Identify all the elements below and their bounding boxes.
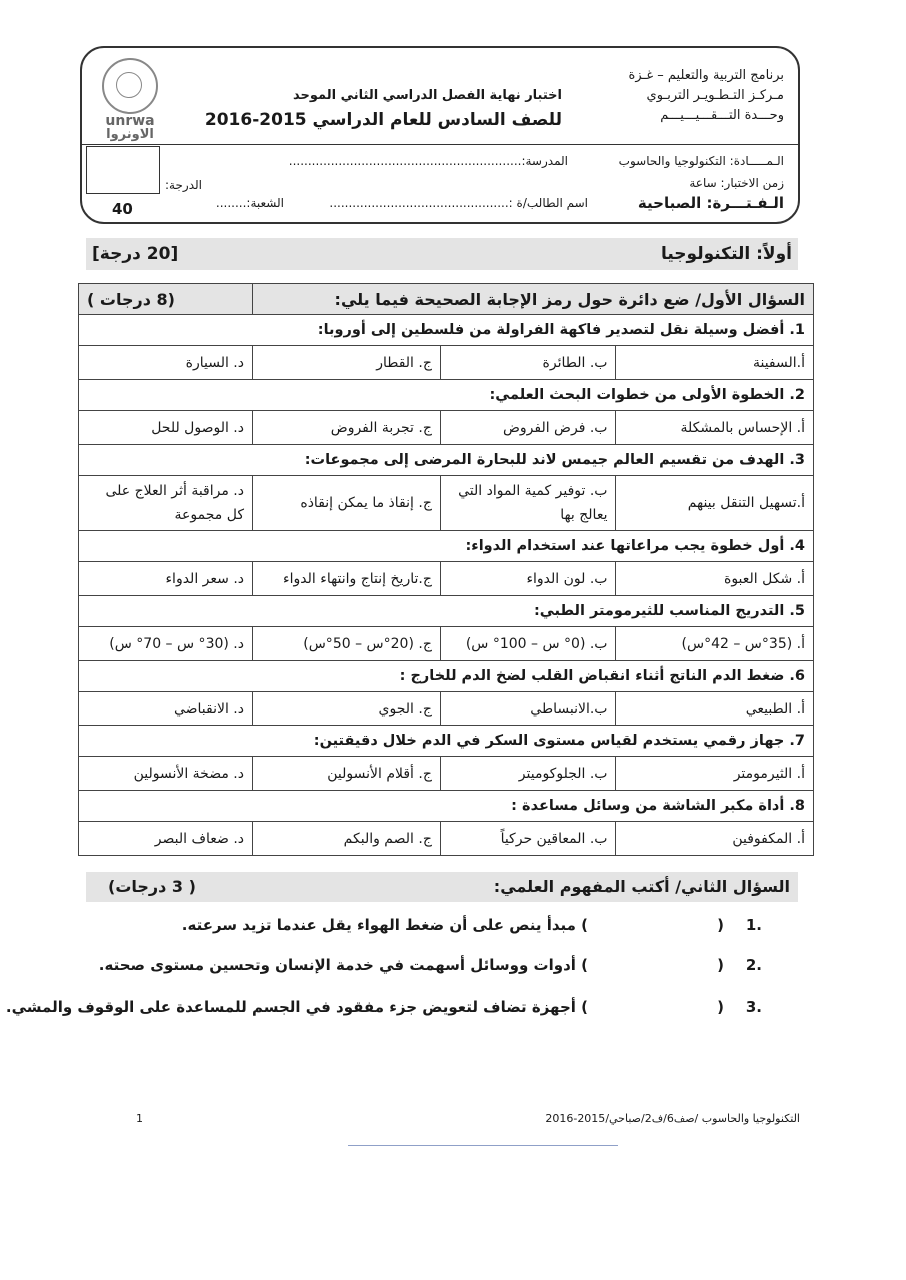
question-stem: 5. التدريج المناسب للثيرمومتر الطبي: bbox=[79, 596, 814, 627]
q2-title: السؤال الثاني/ أكتب المفهوم العلمي: bbox=[493, 877, 790, 896]
option-a[interactable]: أ. الإحساس بالمشكلة bbox=[616, 411, 814, 445]
q2-item-2-number: .2 bbox=[745, 956, 762, 974]
ink-line bbox=[348, 1145, 618, 1146]
option-a[interactable]: أ. الطبيعي bbox=[616, 692, 814, 726]
option-d[interactable]: د. الوصول للحل bbox=[79, 411, 253, 445]
option-b[interactable]: ب. المعاقين حركياً bbox=[440, 822, 616, 856]
option-b[interactable]: ب. لون الدواء bbox=[440, 562, 616, 596]
option-c[interactable]: ج. (20°س – 50°س) bbox=[253, 627, 441, 661]
question-stem: 3. الهدف من تقسيم العالم جيمس لاند للبحارة المرضى إلى مجموعات: bbox=[79, 445, 814, 476]
student-name-field[interactable]: اسم الطالب/ة :............................................... bbox=[329, 196, 588, 210]
exam-title: اختبار نهاية الفصل الدراسي الثاني الموحد bbox=[292, 88, 562, 103]
q1-marks: (8 درجات ) bbox=[79, 284, 253, 315]
q2-marks: ( 3 درجات) bbox=[108, 877, 196, 896]
grade-label: الدرجة: bbox=[165, 178, 202, 192]
option-d[interactable]: د. سعر الدواء bbox=[79, 562, 253, 596]
school-field[interactable]: المدرسة:............................................................. bbox=[288, 154, 568, 168]
option-a[interactable]: أ.تسهيل التنقل بينهم bbox=[616, 476, 814, 531]
exam-header bbox=[80, 46, 800, 224]
section-field[interactable]: الشعبة:........ bbox=[215, 196, 284, 210]
option-b[interactable]: ب. الطائرة bbox=[440, 346, 616, 380]
org-line-3: وحـــدة التـــقـــيـــيـــم bbox=[660, 108, 784, 123]
option-c[interactable]: ج.تاريخ إنتاج وانتهاء الدواء bbox=[253, 562, 441, 596]
option-a[interactable]: أ. (35°س – 42°س) bbox=[616, 627, 814, 661]
q1-title: السؤال الأول/ ضع دائرة حول رمز الإجابة الصحيحة فيما يلي: bbox=[253, 284, 814, 315]
question-stem: 2. الخطوة الأولى من خطوات البحث العلمي: bbox=[79, 380, 814, 411]
option-c[interactable]: ج. الجوي bbox=[253, 692, 441, 726]
option-b[interactable]: ب. توفير كمية المواد التي يعالج بها bbox=[440, 476, 616, 531]
option-d[interactable]: د. مراقبة أثر العلاج على كل مجموعة bbox=[79, 476, 253, 531]
option-b[interactable]: ب. فرض الفروض bbox=[440, 411, 616, 445]
org-line-2: مـركـز التـطـويـر التربـوي bbox=[646, 88, 784, 103]
question-stem: 1. أفضل وسيلة نقل لتصدير فاكهة الفراولة من فلسطين إلى أوروبا: bbox=[79, 315, 814, 346]
option-c[interactable]: ج. القطار bbox=[253, 346, 441, 380]
exam-subtitle: للصف السادس للعام الدراسي 2015-2016 bbox=[204, 110, 562, 130]
option-d[interactable]: د. (30° س – 70° س) bbox=[79, 627, 253, 661]
subject-field: الـمـــــادة: التكنولوجيا والحاسوب bbox=[618, 154, 784, 168]
option-c[interactable]: ج. أقلام الأنسولين bbox=[253, 757, 441, 791]
q2-item-2-blank[interactable]: ( bbox=[717, 956, 724, 974]
option-a[interactable]: أ. شكل العبوة bbox=[616, 562, 814, 596]
footer-code: التكنولوجيا والحاسوب /صف6/ف2/صباحي/2015-2016 bbox=[545, 1112, 800, 1125]
period-field: الـفـتـــرة: الصباحية bbox=[637, 194, 784, 212]
org-line-1: برنامج التربية والتعليم – غـزة bbox=[628, 68, 784, 83]
option-c[interactable]: ج. إنقاذ ما يمكن إنقاذه bbox=[253, 476, 441, 531]
q2-item-3-number: .3 bbox=[745, 998, 762, 1016]
option-b[interactable]: ب.الانبساطي bbox=[440, 692, 616, 726]
question-stem: 7. جهاز رقمي يستخدم لقياس مستوى السكر في الدم خلال دقيقتين: bbox=[79, 726, 814, 757]
option-b[interactable]: ب. (0° س – 100° س) bbox=[440, 627, 616, 661]
q2-item-1-text: ) مبدأ ينص على أن ضغط الهواء يقل عندما تزيد سرعته. bbox=[181, 916, 588, 934]
part1-marks: [20 درجة] bbox=[92, 244, 179, 264]
logo-text-latin: unrwa bbox=[105, 113, 155, 129]
option-c[interactable]: ج. تجربة الفروض bbox=[253, 411, 441, 445]
option-c[interactable]: ج. الصم والبكم bbox=[253, 822, 441, 856]
option-d[interactable]: د. ضعاف البصر bbox=[79, 822, 253, 856]
q2-item-1-blank[interactable]: ( bbox=[717, 916, 724, 934]
logo-text-arabic: الاونروا bbox=[106, 127, 154, 142]
q2-item-2-text: ) أدوات ووسائل أسهمت في خدمة الإنسان وتحسين مستوى صحته. bbox=[98, 956, 588, 974]
question-1-table bbox=[78, 283, 814, 856]
q2-item-3-blank[interactable]: ( bbox=[717, 998, 724, 1016]
option-d[interactable]: د. السيارة bbox=[79, 346, 253, 380]
un-emblem-icon bbox=[102, 58, 158, 114]
total-marks: 40 bbox=[112, 200, 133, 218]
unrwa-logo bbox=[90, 58, 170, 142]
q2-item-1-number: .1 bbox=[745, 916, 762, 934]
option-a[interactable]: أ. الثيرمومتر bbox=[616, 757, 814, 791]
option-d[interactable]: د. الانقباضي bbox=[79, 692, 253, 726]
q1-header-row bbox=[79, 284, 814, 315]
question-stem: 6. ضغط الدم الناتج أثناء انقباض القلب لضخ الدم للخارج : bbox=[79, 661, 814, 692]
option-a[interactable]: أ.السفينة bbox=[616, 346, 814, 380]
grade-box[interactable] bbox=[86, 146, 160, 194]
question-stem: 4. أول خطوة يجب مراعاتها عند استخدام الدواء: bbox=[79, 531, 814, 562]
option-b[interactable]: ب. الجلوكوميتر bbox=[440, 757, 616, 791]
part1-title: أولاً: التكنولوجيا bbox=[660, 244, 792, 264]
option-a[interactable]: أ. المكفوفين bbox=[616, 822, 814, 856]
page-number: 1 bbox=[136, 1112, 143, 1125]
option-d[interactable]: د. مضخة الأنسولين bbox=[79, 757, 253, 791]
duration-field: زمن الاختبار: ساعة bbox=[689, 176, 784, 190]
header-divider bbox=[82, 144, 798, 145]
q2-item-3-text: ) أجهزة تضاف لتعويض جزء مفقود في الجسم للمساعدة على الوقوف والمشي. bbox=[5, 998, 588, 1016]
question-stem: 8. أداة مكبر الشاشة من وسائل مساعدة : bbox=[79, 791, 814, 822]
